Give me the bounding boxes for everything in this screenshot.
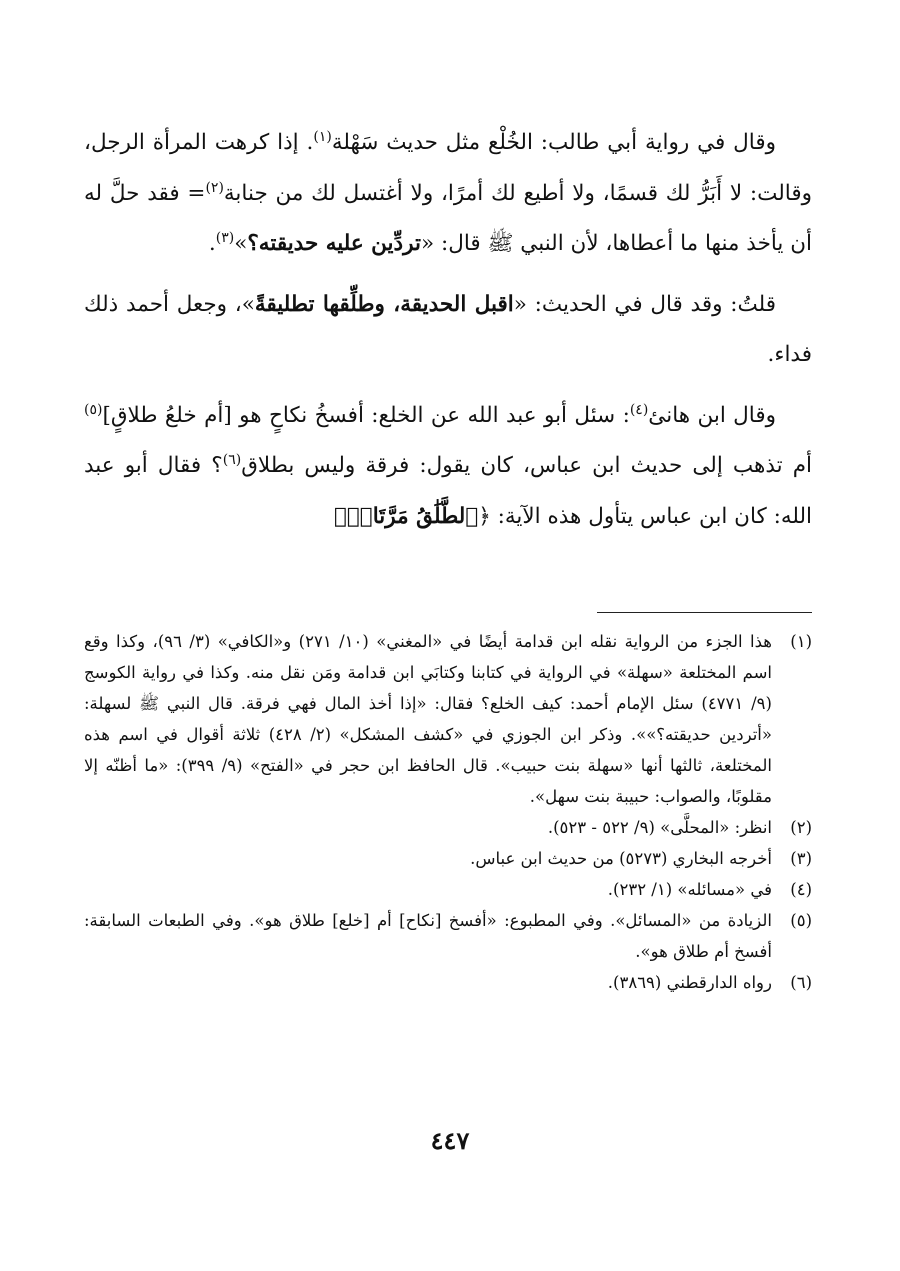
footnote bbox=[84, 626, 812, 812]
footnote-number: (٤) bbox=[790, 880, 812, 899]
footnote bbox=[84, 905, 812, 967]
text-segment: . إذا كرهت المرأة الرجل، وقالت: لا أَبَرُّ لك قسمًا، ولا أطيع لك أمرًا، ولا أغتسل لك من جنابة bbox=[84, 130, 812, 206]
footnote-separator bbox=[597, 612, 812, 613]
footnote-text: انظر: «المحلَّى» (٩/ ٥٢٢ - ٥٢٣). bbox=[547, 818, 772, 837]
footnotes bbox=[84, 626, 812, 998]
text-segment: »، وجعل أحمد ذلك فداء. bbox=[84, 291, 812, 367]
footnote-number: (٦) bbox=[790, 973, 812, 992]
footnote-number: (٣) bbox=[790, 849, 812, 868]
text-segment: وقال ابن هانئ bbox=[648, 402, 776, 428]
footnote-ref-1[interactable]: (١) bbox=[313, 128, 332, 145]
text-segment: ؟ فقال أبو عبد الله: كان ابن عباس يتأول هذه الآية: ﴿ bbox=[84, 453, 812, 529]
footnote-number: (٥) bbox=[790, 911, 812, 930]
main-text bbox=[84, 118, 812, 542]
footnote-ref-3[interactable]: (٣) bbox=[215, 229, 235, 246]
text-segment: أم تذهب إلى حديث ابن عباس، كان يقول: فرقة وليس بطلاق bbox=[241, 453, 813, 478]
footnote bbox=[84, 843, 812, 874]
paragraph-hadith-comment bbox=[84, 280, 812, 381]
hadith-quote: تردِّين عليه حديقته؟ bbox=[247, 231, 421, 256]
text-segment: = فقد حلَّ له أن يأخذ منها ما أعطاها، لأن النبي ﷺ قال: « bbox=[84, 180, 812, 256]
text-segment: قلتُ: وقد قال في الحديث: « bbox=[513, 291, 777, 317]
footnote bbox=[84, 812, 812, 843]
footnote-text: هذا الجزء من الرواية نقله ابن قدامة أيضًا في «المغني» (١٠/ ٢٧١) و«الكافي» (٣/ ٩٦)، وكذا وقع اسم المختلعة «سهلة» في الرواية في كتابنا وكتابَي ابن قدامة ومَن نقل منه. وكذا في رواية الكوسج (٩/ ٤٧٧١) سئل الإمام أحمد: كيف الخلع؟ فقال: «إذا أخذ المال فهي فرقة. قال النبي ﷺ لسهلة: «أتردين حديقته؟»». وذكر ابن الجوزي في «كشف المشكل» (٢/ ٤٢٨) ثلاثة أقوال في اسم هذه المختلعة، ثالثها أنها «سهلة بنت حبيب». قال الحافظ ابن حجر في «الفتح» (٩/ ٣٩٩): «ما أظنّه إلا مقلوبًا، والصواب: حبيبة بنت سهل». bbox=[84, 632, 772, 806]
text-segment: » bbox=[234, 231, 248, 256]
footnote-text: رواه الدارقطني (٣٨٦٩). bbox=[607, 973, 772, 992]
text-segment: وقال في رواية أبي طالب: الخُلْع مثل حديث سَهْلة bbox=[331, 130, 776, 155]
page-number: ٤٤٧ bbox=[430, 1126, 470, 1155]
footnote-ref-4[interactable]: (٤) bbox=[629, 401, 649, 418]
quran-verse: ٱلطَّلَٰقُ مَرَّتَانِۖ bbox=[333, 503, 479, 529]
footnote-text: الزيادة من «المسائل». وفي المطبوع: «أفسخ [نكاح] أم [خلع] طلاق هو». وفي الطبعات السابقة: أفسخ أم طلاق هو». bbox=[84, 911, 772, 961]
footnote-ref-2[interactable]: (٢) bbox=[205, 179, 224, 196]
paragraph-ibn-hani bbox=[84, 391, 812, 543]
footnote-ref-6[interactable]: (٦) bbox=[222, 451, 242, 468]
footnote-number: (٢) bbox=[790, 818, 812, 837]
footnote-number: (١) bbox=[790, 632, 812, 651]
footnote-ref-5[interactable]: (٥) bbox=[84, 401, 103, 418]
hadith-quote: اقبل الحديقة، وطلِّقها تطليقةً bbox=[254, 291, 514, 317]
paragraph-khul-talib bbox=[84, 118, 812, 270]
footnote bbox=[84, 967, 812, 998]
text-segment: : سئل أبو عبد الله عن الخلع: أفسخُ نكاحٍ هو [أم خلعُ طلاقٍ] bbox=[102, 402, 630, 428]
text-segment: . bbox=[208, 231, 216, 256]
footnote-text: في «مسائله» (١/ ٢٣٢). bbox=[607, 880, 772, 899]
footnote bbox=[84, 874, 812, 905]
footnote-text: أخرجه البخاري (٥٢٧٣) من حديث ابن عباس. bbox=[470, 849, 772, 868]
